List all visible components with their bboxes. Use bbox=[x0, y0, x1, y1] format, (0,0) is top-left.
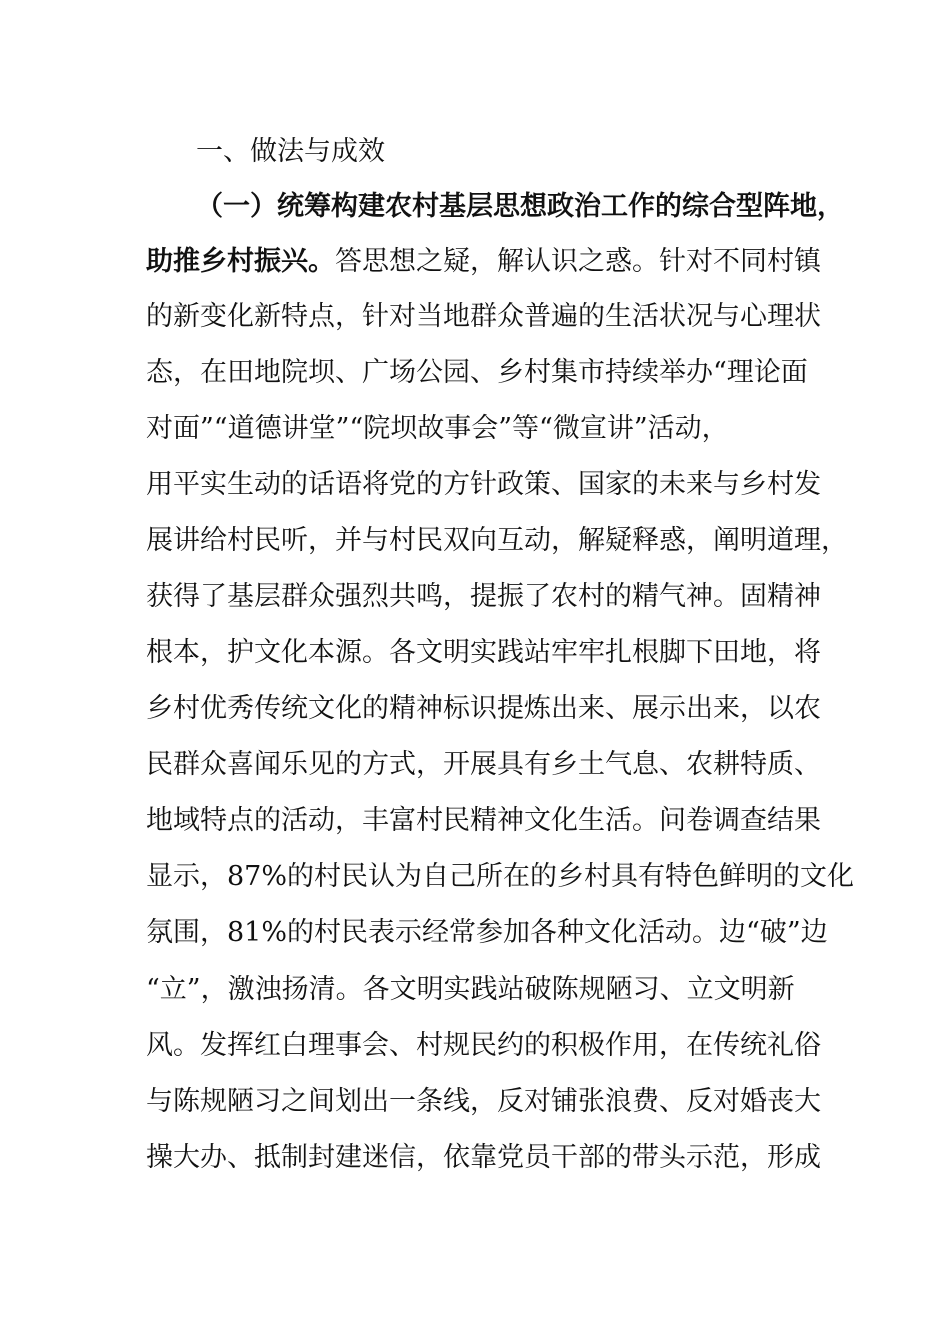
paragraph-line: 风。发挥红白理事会、村规民约的积极作用，在传统礼俗 bbox=[146, 1030, 821, 1061]
section-heading: 一、做法与成效 bbox=[196, 136, 385, 167]
paragraph-line: 操大办、抵制封建迷信，依靠党员干部的带头示范，形成 bbox=[146, 1142, 821, 1173]
paragraph-line: 与陈规陋习之间划出一条线，反对铺张浪费、反对婚丧大 bbox=[146, 1086, 821, 1117]
paragraph-line: 乡村优秀传统文化的精神标识提炼出来、展示出来，以农 bbox=[146, 693, 821, 724]
paragraph-line: 展讲给村民听，并与村民双向互动，解疑释惑，阐明道理， bbox=[146, 525, 848, 556]
paragraph-line: 的新变化新特点，针对当地群众普遍的生活状况与心理状 bbox=[146, 301, 821, 332]
paragraph-line: 显示，87%的村民认为自己所在的乡村具有特色鲜明的文化 bbox=[146, 861, 855, 892]
paragraph-line: 地域特点的活动，丰富村民精神文化生活。问卷调查结果 bbox=[146, 805, 821, 836]
subheading-continuation: 助推乡村振兴。 bbox=[146, 246, 335, 277]
paragraph-line: 对面”“道德讲堂”“院坝故事会”等“微宣讲”活动， bbox=[146, 413, 729, 444]
paragraph-line: 态，在田地院坝、广场公园、乡村集市持续举办“理论面 bbox=[146, 357, 808, 388]
subheading-line: （一）统筹构建农村基层思想政治工作的综合型阵地， bbox=[196, 191, 844, 222]
paragraph-line: 获得了基层群众强烈共鸣，提振了农村的精气神。固精神 bbox=[146, 581, 821, 612]
paragraph-line bbox=[146, 243, 821, 281]
paragraph-line: 民群众喜闻乐见的方式，开展具有乡土气息、农耕特质、 bbox=[146, 749, 821, 780]
paragraph-line: “立”，激浊扬清。各文明实践站破陈规陋习、立文明新 bbox=[146, 974, 795, 1005]
paragraph-line: 氛围，81%的村民表示经常参加各种文化活动。边“破”边 bbox=[146, 917, 828, 948]
paragraph-line: 用平实生动的话语将党的方针政策、国家的未来与乡村发 bbox=[146, 469, 821, 500]
paragraph-line: 根本，护文化本源。各文明实践站牢牢扎根脚下田地，将 bbox=[146, 637, 821, 668]
paragraph-text: 答思想之疑，解认识之惑。针对不同村镇 bbox=[335, 246, 821, 277]
